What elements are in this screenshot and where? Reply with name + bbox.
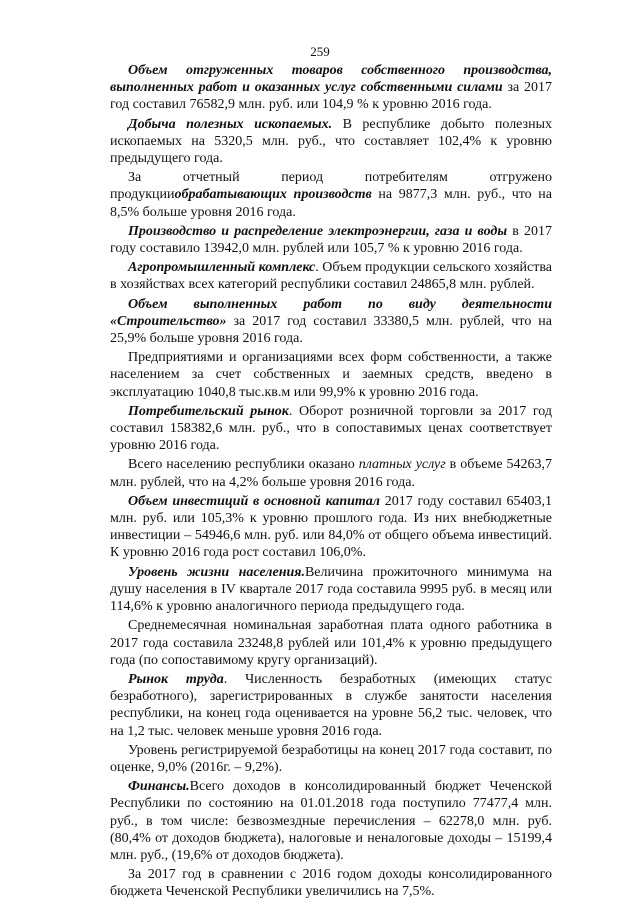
paragraph-wages: Среднемесячная номинальная заработная плата одного работника в 2017 года составила 23248,8 рублей или 101,4% к уровню предыдущего года (по сопоставимому кругу организаций).	[110, 618, 552, 668]
paragraph-italic-term: платных услуг	[358, 457, 446, 473]
paragraph-title: Финансы.	[128, 779, 190, 795]
paragraph-construction: Объем выполненных работ по виду деятельности «Строительство» за 2017 год составил 33380,5 млн. рублей, что на 25,9% больше уровня 2016 года.	[110, 296, 552, 347]
paragraph-title: Объем выполненных работ по виду деятельности «Строительство»	[110, 296, 552, 329]
paragraph-finance: Финансы.Всего доходов в консолидированный бюджет Чеченской Республики по состоянию на 01.01.2018 года поступило 77477,4 млн. руб., в том числе: безвозмездные перечисления – 62278,0 млн. руб. (80,4% от доходов бюджета), налоговые и неналоговые доходы – 15199,4 млн. руб., (19,6% от доходов бюджета).	[110, 779, 552, 863]
paragraph-title: Производство и распределение электроэнергии, газа и воды	[128, 223, 508, 239]
paragraph-living-standard: Уровень жизни населения.Величина прожиточного минимума на душу населения в IV квартале 2017 года составила 9995 руб. в месяц или 114,6% к уровню аналогичного периода предыдущего года.	[110, 564, 552, 615]
paragraph-title: Агропромышленный комплекс	[128, 260, 316, 276]
paragraph-investment: Объем инвестиций в основной капитал 2017 году составил 65403,1 млн. руб. или 105,3% к уровню прошлого года. Из них внебюджетные инвестиции – 54946,6 млн. руб. или 84,0% от общего объема инвестиций. К уровню 2016 года рост составил 106,0%.	[110, 493, 552, 561]
paragraph-shipped-goods: Объем отгруженных товаров собственного производства, выполненных работ и оказанных услуг собственными силами за 2017 год составил 76582,9 млн. руб. или 104,9 % к уровню 2016 года.	[110, 63, 552, 113]
paragraph-title: Уровень жизни населения.	[128, 564, 305, 580]
paragraph-title: Рынок труда	[128, 671, 224, 687]
paragraph-housing: Предприятиями и организациями всех форм собственности, а также населением за счет собственных и заемных средств, введено в эксплуатацию 1040,8 тыс.кв.м или 99,9% к уровню 2016 года.	[110, 350, 552, 400]
paragraph-labor-market: Рынок труда. Численность безработных (имеющих статус безработного), зарегистрированных в службе занятости населения республики, на конец года оценивается на уровне 56,2 тыс. человек, что на 1,2 тыс. человек меньше уровня 2016 года.	[110, 671, 552, 739]
paragraph-paid-services: Всего населению республики оказано платных услуг в объеме 54263,7 млн. рублей, что на 4,2% больше уровня 2016 года.	[110, 457, 552, 490]
paragraph-title: обрабатывающих производств	[174, 187, 372, 203]
paragraph-manufacturing: За отчетный период потребителям отгружено продукцииобрабатывающих производств на 9877,3 млн. руб., что на 8,5% больше уровня 2016 года.	[110, 170, 552, 220]
paragraph-mining: Добыча полезных ископаемых. В республике добыто полезных ископаемых на 5320,5 млн. руб., что составляет 102,4% к уровню предыдущего года.	[110, 116, 552, 167]
page-number: 259	[310, 44, 330, 59]
paragraph-title: Объем инвестиций в основной капитал	[128, 493, 380, 509]
paragraph-budget-growth: За 2017 год в сравнении с 2016 годом доходы консолидированного бюджета Чеченской Республики увеличились на 7,5%.	[110, 867, 552, 900]
paragraph-agro: Агропромышленный комплекс. Объем продукции сельского хозяйства в хозяйствах всех категорий республики составил 24865,8 млн. рублей.	[110, 260, 553, 293]
paragraph-unemployment-rate: Уровень регистрируемой безработицы на конец 2017 года составит, по оценке, 9,0% (2016г. – 9,2%).	[110, 742, 552, 775]
paragraph-consumer-market: Потребительский рынок. Оборот розничной торговли за 2017 год составил 158382,6 млн. руб., что в сопоставимых ценах соответствует уровню 2016 года.	[110, 403, 552, 454]
document-body	[110, 62, 552, 903]
paragraph-title: Объем отгруженных товаров собственного производства, выполненных работ и оказанных услуг собственными силами	[110, 63, 552, 96]
paragraph-energy: Производство и распределение электроэнергии, газа и воды в 2017 году составило 13942,0 млн. рублей или 105,7 % к уровню 2016 года.	[110, 223, 552, 257]
paragraph-title: Потребительский рынок	[128, 403, 289, 419]
paragraph-title: Добыча полезных ископаемых.	[128, 116, 333, 132]
